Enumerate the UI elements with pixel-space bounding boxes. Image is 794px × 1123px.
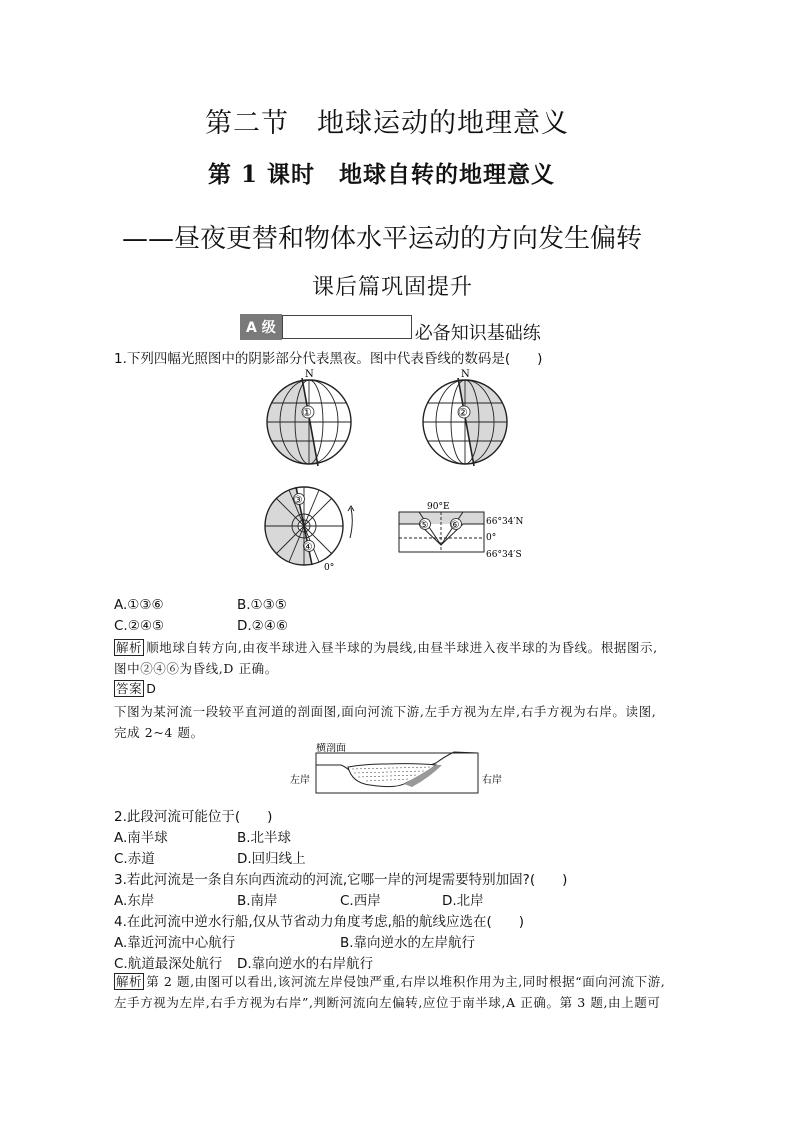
q4-option-d: D.靠向逆水的右岸航行 [237, 956, 374, 972]
map-lat-0-label: 0° [486, 533, 497, 543]
q1-answer-line [114, 680, 156, 697]
right-bank-label: 右岸 [482, 775, 502, 786]
q4-option-b: B.靠向逆水的左岸航行 [340, 935, 476, 951]
level-badge: A 级 [240, 314, 282, 340]
q3-option-c: C.西岸 [340, 893, 381, 909]
level-box [282, 315, 412, 339]
lesson-subtitle: ——昼夜更替和物体水平运动的方向发生偏转 [122, 224, 643, 254]
polar-view-diagram [262, 480, 382, 572]
q1-analysis-line-1 [114, 638, 658, 656]
q2-option-b: B.北半球 [237, 830, 292, 846]
map-lat-n-label: 66°34′N [486, 517, 524, 527]
rect-map-diagram [395, 497, 545, 577]
map-lon-label: 90°E [427, 502, 450, 512]
q4-stem: 4.在此河流中逆水行船,仅从节省动力角度考虑,船的航线应选在( ) [114, 914, 524, 930]
q2-4-analysis-line-1 [114, 972, 665, 990]
left-bank-label: 左岸 [290, 775, 310, 786]
q2-option-a: A.南半球 [114, 830, 168, 846]
level-text: 必备知识基础练 [414, 323, 541, 344]
analysis-tag-2: 解析 [116, 974, 143, 989]
q2-option-c: C.赤道 [114, 851, 155, 867]
polar-label-3: ③ [293, 495, 303, 506]
cross-section-label: 横剖面 [316, 743, 346, 754]
q3-option-a: A.东岸 [114, 893, 155, 909]
globe-1-north-label: N [305, 369, 314, 380]
passage-line-1: 下图为某河流一段较平直河道的剖面图,面向河流下游,左手方视为左岸,右手方视为右岸。读图, [114, 704, 657, 719]
q1-option-a: A.①③⑥ [114, 597, 164, 613]
map-label-5: ⑤ [419, 520, 429, 531]
globe-2-label: ② [458, 406, 468, 419]
q4-option-a: A.靠近河流中心航行 [114, 935, 236, 951]
q2-4-analysis-line-2: 左手方视为左岸,右手方视为右岸”,判断河流向左偏转,应位于南半球,A 正确。第 3 题,由上题可 [114, 995, 661, 1010]
section-title: 第二节 地球运动的地理意义 [205, 108, 569, 139]
q1-stem: 1.下列四幅光照图中的阴影部分代表黑夜。图中代表昏线的数码是( ) [114, 351, 543, 367]
answer-tag: 答案 [116, 681, 143, 696]
river-cross-section-diagram [286, 743, 516, 803]
q3-option-d: D.北岸 [442, 893, 484, 909]
q1-analysis-text-1: 顺地球自转方向,由夜半球进入昼半球的为晨线,由昼半球进入夜半球的为昏线。根据图示, [146, 640, 658, 655]
globe-1-label: ① [302, 406, 312, 419]
q1-option-d: D.②④⑥ [237, 618, 288, 634]
lesson-title: 第 1 课时 地球自转的地理意义 [208, 161, 556, 188]
globe-2-north-label: N [461, 369, 470, 380]
map-label-6: ⑥ [450, 520, 460, 531]
q4-option-c: C.航道最深处航行 [114, 956, 223, 972]
map-lat-s-label: 66°34′S [486, 550, 522, 560]
q3-stem: 3.若此河流是一条自东向西流动的河流,它哪一岸的河堤需要特别加固?( ) [114, 872, 568, 888]
globe-diagram-1 [262, 368, 362, 468]
q2-4-analysis-text-1: 第 2 题,由图可以看出,该河流左岸侵蚀严重,右岸以堆积作用为主,同时根据“面向河流下游, [146, 974, 666, 989]
q2-stem: 2.此段河流可能位于( ) [114, 809, 273, 825]
passage-line-2: 完成 2~4 题。 [114, 725, 204, 740]
practice-title: 课后篇巩固提升 [312, 275, 474, 300]
level-header [240, 309, 541, 345]
q1-option-b: B.①③⑤ [237, 597, 287, 613]
q1-option-c: C.②④⑤ [114, 618, 165, 634]
q2-option-d: D.回归线上 [237, 851, 306, 867]
polar-zero-label: 0° [324, 563, 335, 572]
analysis-tag: 解析 [116, 640, 143, 655]
globe-diagram-2 [418, 368, 518, 468]
polar-label-4: ④ [303, 542, 313, 553]
q1-analysis-line-2: 图中②④⑥为昏线,D 正确。 [114, 661, 278, 676]
q1-answer-value: D [146, 681, 157, 696]
q3-option-b: B.南岸 [237, 893, 278, 909]
